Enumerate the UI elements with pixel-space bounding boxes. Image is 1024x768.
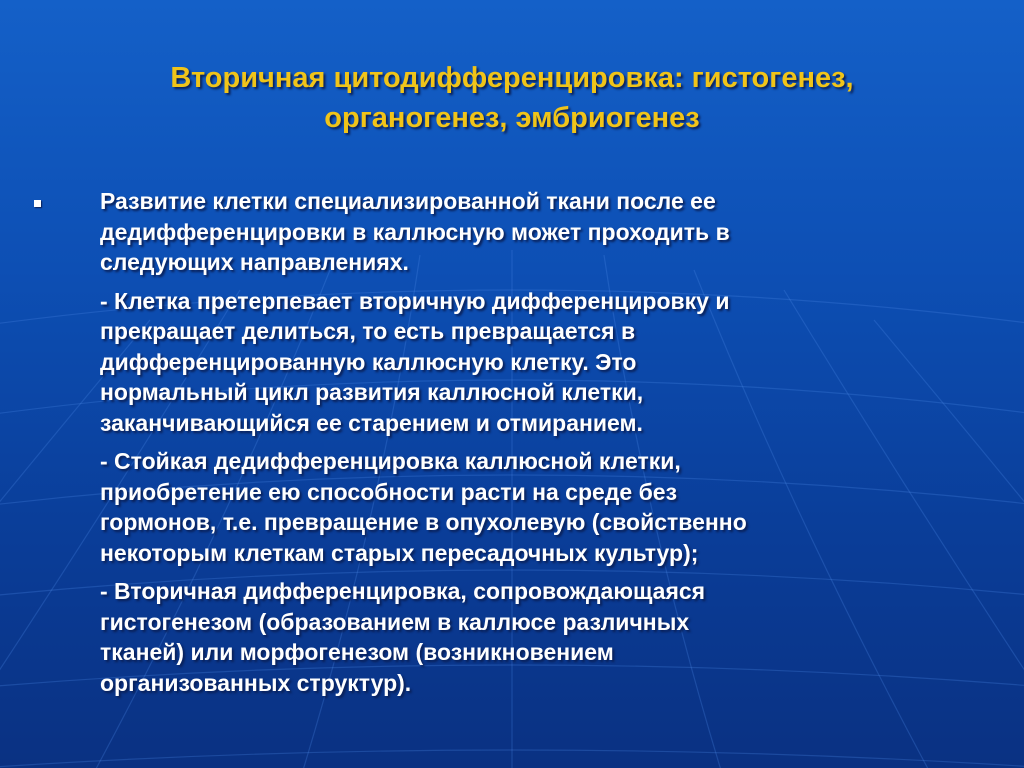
text-line: приобретение ею способности расти на среде без — [100, 478, 678, 505]
text-line: прекращает делиться, то есть превращается в — [100, 318, 636, 344]
item-paragraph-3 — [100, 576, 980, 698]
text-line: дедифференцировки в каллюсную может проходить в — [100, 218, 730, 245]
text-line: гормонов, т.е. превращение в опухолевую (свойственно — [100, 509, 747, 535]
text-line: - Вторичная дифференцировка, сопровождающаяся — [100, 578, 706, 604]
item-paragraph-2 — [100, 446, 980, 568]
item-paragraph-1 — [100, 286, 980, 439]
text-line: тканей) или морфогенезом (возникновением — [100, 639, 614, 665]
bullet-paragraph — [100, 186, 980, 278]
text-line: - Клетка претерпевает вторичную дифференцировку и — [100, 287, 730, 314]
title-line-2: органогенез, эмбриогенез — [324, 102, 700, 134]
text-line: следующих направлениях. — [100, 249, 409, 275]
slide-body — [100, 186, 980, 698]
slide-title — [60, 58, 964, 138]
text-line: заканчивающийся ее старением и отмиранием. — [100, 409, 643, 436]
text-line: нормальный цикл развития каллюсной клетки, — [100, 379, 644, 405]
text-line: гистогенезом (образованием в каллюсе различных — [100, 608, 690, 635]
title-line-1: Вторичная цитодифференцировка: гистогенез, — [170, 62, 854, 94]
text-line: дифференцированную каллюсную клетку. Это — [100, 348, 637, 375]
text-line: - Стойкая дедифференцировка каллюсной клетки, — [100, 448, 681, 474]
bullet-marker — [34, 200, 41, 207]
text-line: Развитие клетки специализированной ткани после ее — [100, 188, 716, 214]
text-line: организованных структур). — [100, 669, 412, 696]
text-line: некоторым клеткам старых пересадочных культур); — [100, 539, 699, 566]
